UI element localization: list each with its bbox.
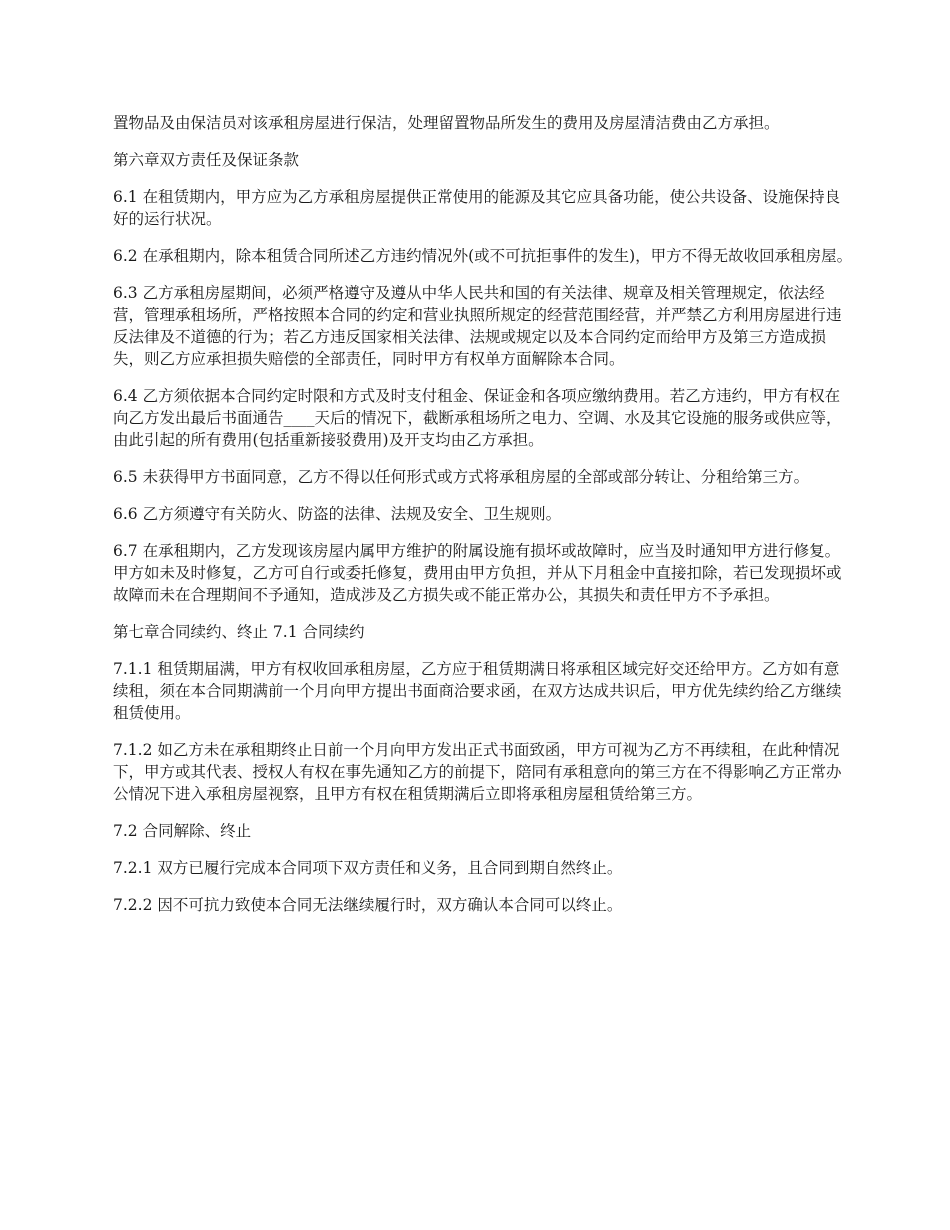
- clause-7-2-1: 7.2.1 双方已履行完成本合同项下双方责任和义务，且合同到期自然终止。: [113, 859, 623, 877]
- clause-7-2-2: 7.2.2 因不可抗力致使本合同无法继续履行时，双方确认本合同可以终止。: [113, 896, 623, 914]
- paragraph-continuation-cleaning: 置物品及由保洁员对该承租房屋进行保洁，处理留置物品所发生的费用及房屋清洁费由乙方承担。: [113, 114, 780, 132]
- clause-6-6: 6.6 乙方须遵守有关防火、防盗的法律、法规及安全、卫生规则。: [113, 505, 562, 523]
- clause-6-5: 6.5 未获得甲方书面同意，乙方不得以任何形式或方式将承租房屋的全部或部分转让、分租给第三方。: [113, 468, 810, 486]
- clause-7-1-1: 7.1.1 租赁期届满，甲方有权收回承租房屋，乙方应于租赁期满日将承租区域完好交还给甲方。乙方如有意续租，须在本合同期满前一个月向甲方提出书面商洽要求函，在双方达成共识后，甲方优先续约给乙方继续租赁使用。: [113, 660, 842, 722]
- clause-6-1: 6.1 在租赁期内，甲方应为乙方承租房屋提供正常使用的能源及其它应具备功能，使公共设备、设施保持良好的运行状况。: [113, 188, 841, 228]
- document-page: [113, 112, 853, 931]
- chapter-6-heading: 第六章双方责任及保证条款: [113, 151, 300, 169]
- clause-6-3: 6.3 乙方承租房屋期间，必须严格遵守及遵从中华人民共和国的有关法律、规章及相关管理规定，依法经营，管理承租场所，严格按照本合同的约定和营业执照所规定的经营范围经营，并严禁乙方利用房屋进行违反法律及不道德的行为；若乙方违反国家相关法律、法规或规定以及本合同约定而给甲方及第三方造成损失，则乙方应承担损失赔偿的全部责任，同时甲方有权单方面解除本合同。: [113, 284, 842, 368]
- clause-7-1-2: 7.1.2 如乙方未在承租期终止日前一个月向甲方发出正式书面致函，甲方可视为乙方不再续租，在此种情况下，甲方或其代表、授权人有权在事先通知乙方的前提下，陪同有承租意向的第三方在不得影响乙方正常办公情况下进入承租房屋视察，且甲方有权在租赁期满后立即将承租房屋租赁给第三方。: [113, 741, 842, 803]
- section-7-2-heading: 7.2 合同解除、终止: [113, 822, 252, 840]
- clause-6-2: 6.2 在承租期内，除本租赁合同所述乙方违约情况外(或不可抗拒事件的发生)，甲方不得无故收回承租房屋。: [113, 247, 853, 265]
- chapter-7-heading: 第七章合同续约、终止 7.1 合同续约: [113, 623, 365, 641]
- clause-6-7: 6.7 在承租期内，乙方发现该房屋内属甲方维护的附属设施有损坏或故障时，应当及时通知甲方进行修复。甲方如未及时修复，乙方可自行或委托修复，费用由甲方负担，并从下月租金中直接扣除，若已发现损坏或故障而未在合理期间不予通知，造成涉及乙方损失或不能正常办公，其损失和责任甲方不予承担。: [113, 542, 842, 604]
- clause-6-4: 6.4 乙方须依据本合同约定时限和方式及时支付租金、保证金和各项应缴纳费用。若乙方违约，甲方有权在向乙方发出最后书面通告____天后的情况下，截断承租场所之电力、空调、水及其它设施的服务或供应等，由此引起的所有费用(包括重新接驳费用)及开支均由乙方承担。: [113, 387, 842, 449]
